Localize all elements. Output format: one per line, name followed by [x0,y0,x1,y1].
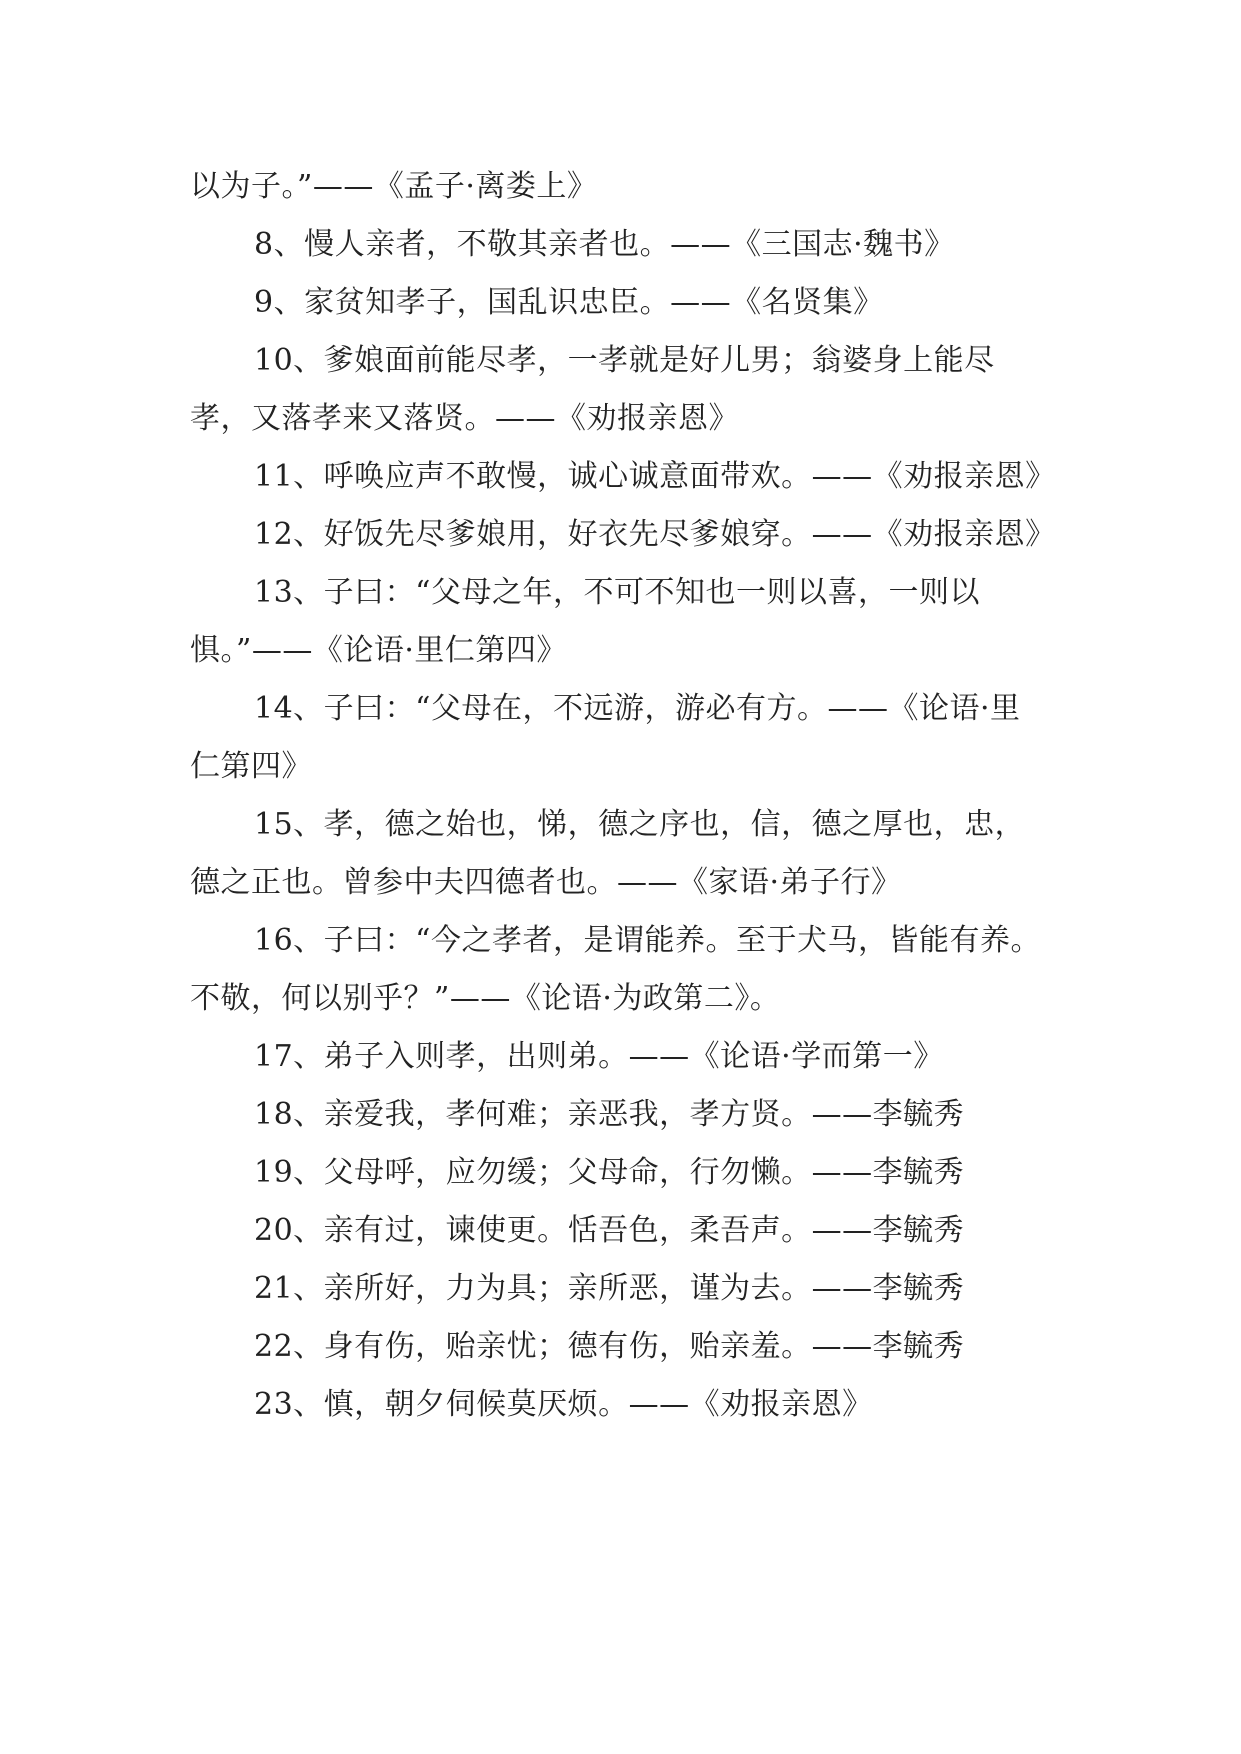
paragraph-item-10: 10、爹娘面前能尽孝，一孝就是好儿男；翁婆身上能尽孝，又落孝来又落贤。——《劝报亲恩》 [190,343,995,436]
paragraph-item-22: 22、身有伤，贻亲忧；德有伤，贻亲羞。——李毓秀 [254,1329,965,1364]
paragraph-item-20: 20、亲有过，谏使更。恬吾色，柔吾声。——李毓秀 [254,1213,965,1248]
paragraph-item-19: 19、父母呼，应勿缓；父母命，行勿懒。——李毓秀 [254,1155,965,1190]
paragraph-continuation: 以为子。”——《孟子·离娄上》 [190,169,598,204]
paragraph-item-8: 8、慢人亲者，不敬其亲者也。——《三国志·魏书》 [254,227,955,262]
paragraph-item-17: 17、弟子入则孝，出则弟。——《论语·学而第一》 [254,1039,944,1074]
paragraph-item-15: 15、孝，德之始也，悌，德之序也，信，德之厚也，忠，德之正也。曾参中夫四德者也。——《家语·弟子行》 [190,807,1026,900]
paragraph-item-12: 12、好饭先尽爹娘用，好衣先尽爹娘穿。——《劝报亲恩》 [254,517,1056,552]
paragraph-item-23: 23、慎，朝夕伺候莫厌烦。——《劝报亲恩》 [254,1387,873,1422]
paragraph-item-9: 9、家贫知孝子，国乱识忠臣。——《名贤集》 [254,285,884,320]
paragraph-item-13: 13、子曰：“父母之年，不可不知也一则以喜，一则以惧。”——《论语·里仁第四》 [190,575,981,668]
paragraph-item-11: 11、呼唤应声不敢慢，诚心诚意面带欢。——《劝报亲恩》 [254,459,1056,494]
paragraph-item-18: 18、亲爱我，孝何难；亲恶我，孝方贤。——李毓秀 [254,1097,965,1132]
paragraph-item-16: 16、子曰：“今之孝者，是谓能养。至于犬马，皆能有养。不敬，何以别乎？”——《论语·为政第二》。 [190,923,1042,1016]
paragraph-item-21: 21、亲所好，力为具；亲所恶，谨为去。——李毓秀 [254,1271,965,1306]
document-body [190,158,1056,1434]
paragraph-item-14: 14、子曰：“父母在，不远游，游必有方。——《论语·里仁第四》 [190,691,1021,784]
